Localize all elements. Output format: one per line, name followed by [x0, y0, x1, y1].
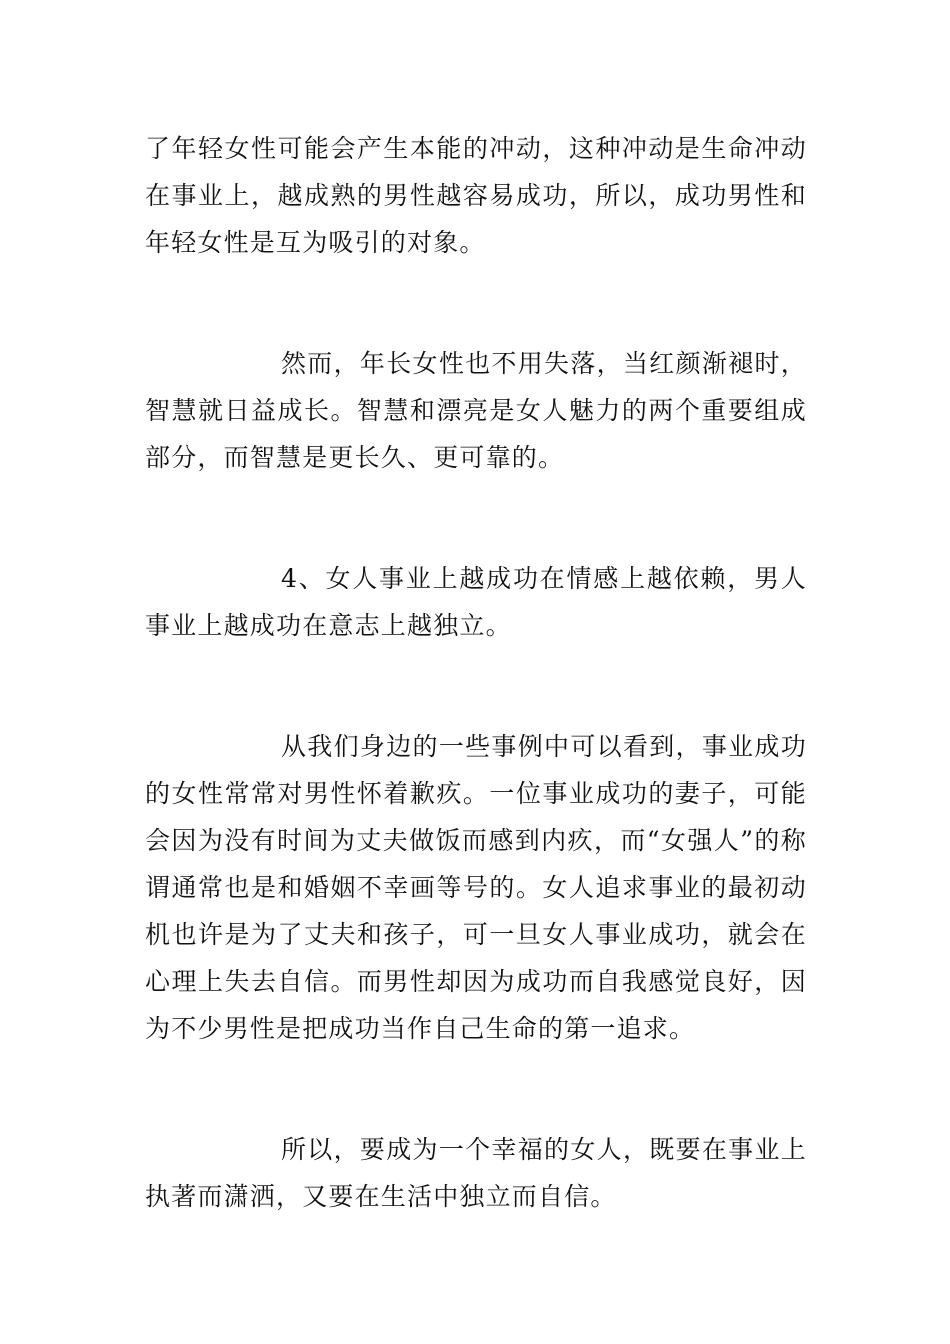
paragraph-heading-4: 4、女人事业上越成功在情感上越依赖，男人事业上越成功在意志上越独立。: [145, 564, 807, 640]
paragraph-continued: 了年轻女性可能会产生本能的冲动，这种冲动是生命冲动在事业上，越成熟的男性越容易成功，所以，成功男性和年轻女性是互为吸引的对象。: [145, 134, 807, 257]
paragraph: 从我们身边的一些事例中可以看到，事业成功的女性常常对男性怀着歉疚。一位事业成功的妻子，可能会因为没有时间为丈夫做饭而感到内疚，而“女强人”的称谓通常也是和婚姻不幸画等号的。女人追求事业的最初动机也许是为了丈夫和孩子，可一旦女人事业成功，就会在心理上失去自信。而男性却因为成功而自我感觉良好，因为不少男性是把成功当作自己生命的第一追求。: [145, 732, 807, 1043]
paragraph: 然而，年长女性也不用失落，当红颜渐褪时，智慧就日益成长。智慧和漂亮是女人魅力的两个重要组成部分，而智慧是更长久、更可靠的。: [145, 349, 807, 472]
document-body: [145, 125, 807, 1294]
paragraph: 所以，要成为一个幸福的女人，既要在事业上执著而潇洒，又要在生活中独立而自信。: [145, 1135, 807, 1211]
